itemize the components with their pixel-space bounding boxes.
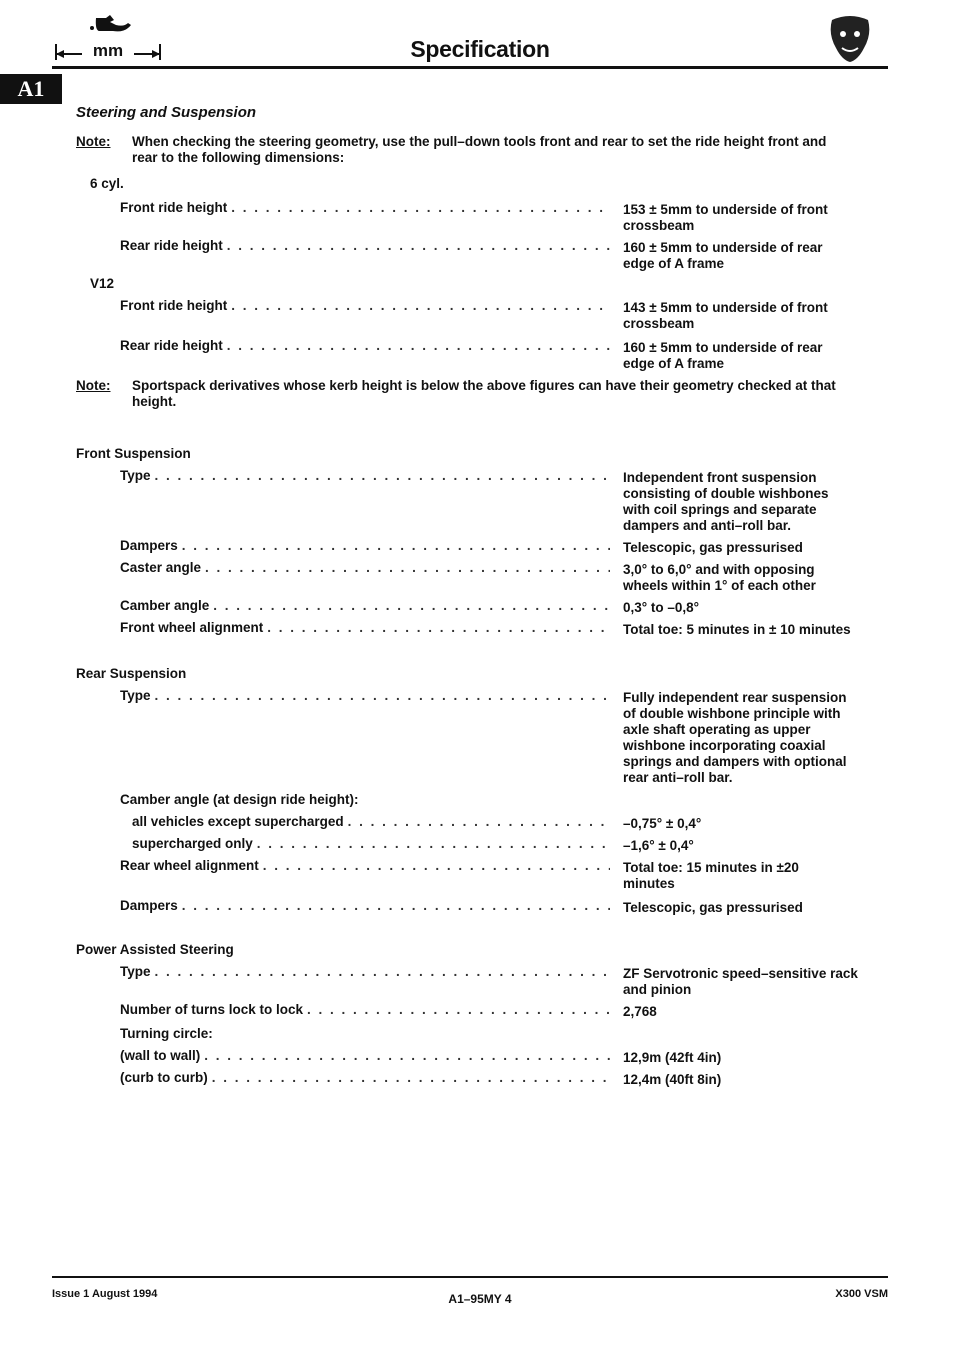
section-heading: Power Assisted Steering xyxy=(76,942,234,957)
page-title: Specification xyxy=(410,36,550,62)
spec-value: ZF Servotronic speed–sensitive rack xyxy=(623,966,858,981)
leader-dots xyxy=(155,688,610,704)
spec-row xyxy=(120,858,610,874)
spec-label: supercharged only xyxy=(132,836,253,851)
spec-value: 12,9m (42ft 4in) xyxy=(623,1050,722,1065)
leader-dots xyxy=(267,620,610,636)
leader-dots xyxy=(231,200,610,216)
spec-value: crossbeam xyxy=(623,218,695,233)
spec-value: 160 ± 5mm to underside of rear xyxy=(623,240,823,255)
spec-value: Fully independent rear suspension xyxy=(623,690,847,705)
spec-value: wishbone incorporating coaxial xyxy=(623,738,826,753)
leader-dots xyxy=(204,1048,610,1064)
spec-value: edge of A frame xyxy=(623,356,725,371)
leader-dots xyxy=(231,298,610,314)
spec-value: 160 ± 5mm to underside of rear xyxy=(623,340,823,355)
jaguar-head-icon xyxy=(828,14,872,64)
spec-label: Number of turns lock to lock xyxy=(120,1002,304,1017)
leader-dots xyxy=(205,560,610,576)
spec-label: Front ride height xyxy=(120,298,228,313)
section-heading: Front Suspension xyxy=(76,446,191,461)
spec-value: wheels within 1° of each other xyxy=(623,578,816,593)
spec-row xyxy=(120,1002,610,1018)
spec-value: axle shaft operating as upper xyxy=(623,722,811,737)
spec-value: and pinion xyxy=(623,982,692,997)
footer-manual-code: X300 VSM xyxy=(835,1288,888,1300)
note-label: Note: xyxy=(76,134,111,149)
spec-row xyxy=(120,688,610,704)
spec-label: Front ride height xyxy=(120,200,228,215)
spec-label: Dampers xyxy=(120,538,178,553)
spec-value: crossbeam xyxy=(623,316,695,331)
spec-row xyxy=(120,468,610,484)
spec-label: Type xyxy=(120,688,151,703)
section-tab: A1 xyxy=(0,74,62,104)
note-text-line: Sportspack derivatives whose kerb height is below the above figures can have their geometry checked at that xyxy=(132,378,836,393)
header-rule xyxy=(52,66,888,69)
spec-label: Front wheel alignment xyxy=(120,620,264,635)
footer-page-number: A1–95MY 4 xyxy=(448,1292,512,1306)
spec-value: Total toe: 15 minutes in ±20 xyxy=(623,860,799,875)
spec-value: Telescopic, gas pressurised xyxy=(623,900,803,915)
spec-row xyxy=(132,814,610,830)
spec-row xyxy=(120,560,610,576)
spec-row xyxy=(120,1048,610,1064)
spec-row xyxy=(120,238,610,254)
spec-label: all vehicles except supercharged xyxy=(132,814,344,829)
spec-row xyxy=(120,538,610,554)
spec-label: Rear wheel alignment xyxy=(120,858,259,873)
spec-label: (curb to curb) xyxy=(120,1070,208,1085)
footer-issue: Issue 1 August 1994 xyxy=(52,1288,158,1300)
note-label: Note: xyxy=(76,378,111,393)
leader-dots xyxy=(182,538,610,554)
note-text-line: height. xyxy=(132,394,177,409)
spec-label: Rear ride height xyxy=(120,338,223,353)
spec-label: Dampers xyxy=(120,898,178,913)
spec-value: Independent front suspension xyxy=(623,470,817,485)
leader-dots xyxy=(155,964,610,980)
spec-value: 153 ± 5mm to underside of front xyxy=(623,202,828,217)
leader-dots xyxy=(227,238,610,254)
spec-row xyxy=(120,598,610,614)
sub-heading: Camber angle (at design ride height): xyxy=(120,792,359,807)
leader-dots xyxy=(212,1070,610,1086)
spec-value: minutes xyxy=(623,876,675,891)
spec-value: 0,3° to –0,8° xyxy=(623,600,700,615)
spec-row xyxy=(120,1070,610,1086)
spec-value: of double wishbone principle with xyxy=(623,706,841,721)
leader-dots xyxy=(155,468,610,484)
leader-dots xyxy=(182,898,610,914)
note-text-line: When checking the steering geometry, use the pull–down tools front and rear to set the ride height front and xyxy=(132,134,827,149)
footer-rule xyxy=(52,1276,888,1278)
spec-value: with coil springs and separate xyxy=(623,502,817,517)
sub-heading: Turning circle: xyxy=(120,1026,213,1041)
spec-value: –0,75° ± 0,4° xyxy=(623,816,702,831)
spec-value: rear anti–roll bar. xyxy=(623,770,733,785)
spec-value: 143 ± 5mm to underside of front xyxy=(623,300,828,315)
spec-row xyxy=(120,338,610,354)
spec-value: 3,0° to 6,0° and with opposing xyxy=(623,562,815,577)
spec-row xyxy=(120,200,610,216)
spec-value: consisting of double wishbones xyxy=(623,486,829,501)
spec-value: 12,4m (40ft 8in) xyxy=(623,1072,722,1087)
spec-value: Telescopic, gas pressurised xyxy=(623,540,803,555)
spec-value: springs and dampers with optional xyxy=(623,754,847,769)
leader-dots xyxy=(348,814,610,830)
svg-text:mm: mm xyxy=(92,41,124,60)
spec-label: Camber angle xyxy=(120,598,210,613)
spec-label: (wall to wall) xyxy=(120,1048,201,1063)
spec-value: edge of A frame xyxy=(623,256,725,271)
spec-row xyxy=(120,898,610,914)
spec-row xyxy=(120,298,610,314)
spec-row xyxy=(132,836,610,852)
leader-dots xyxy=(213,598,610,614)
note-text-line: rear to the following dimensions: xyxy=(132,150,345,165)
leader-dots xyxy=(263,858,610,874)
spec-label: Type xyxy=(120,964,151,979)
spec-value: –1,6° ± 0,4° xyxy=(623,838,694,853)
leader-dots xyxy=(257,836,610,852)
section-heading: Rear Suspension xyxy=(76,666,187,681)
spec-label: Type xyxy=(120,468,151,483)
spec-value: Total toe: 5 minutes in ± 10 minutes xyxy=(623,622,851,637)
engine-heading: 6 cyl. xyxy=(90,176,124,191)
section-title: Steering and Suspension xyxy=(76,104,257,121)
spec-row xyxy=(120,964,610,980)
spec-label: Caster angle xyxy=(120,560,202,575)
spec-value: 2,768 xyxy=(623,1004,657,1019)
spec-row xyxy=(120,620,610,636)
leader-dots xyxy=(227,338,610,354)
spec-value: dampers and anti–roll bar. xyxy=(623,518,792,533)
engine-heading: V12 xyxy=(90,276,115,291)
leader-dots xyxy=(307,1002,610,1018)
spec-label: Rear ride height xyxy=(120,238,223,253)
